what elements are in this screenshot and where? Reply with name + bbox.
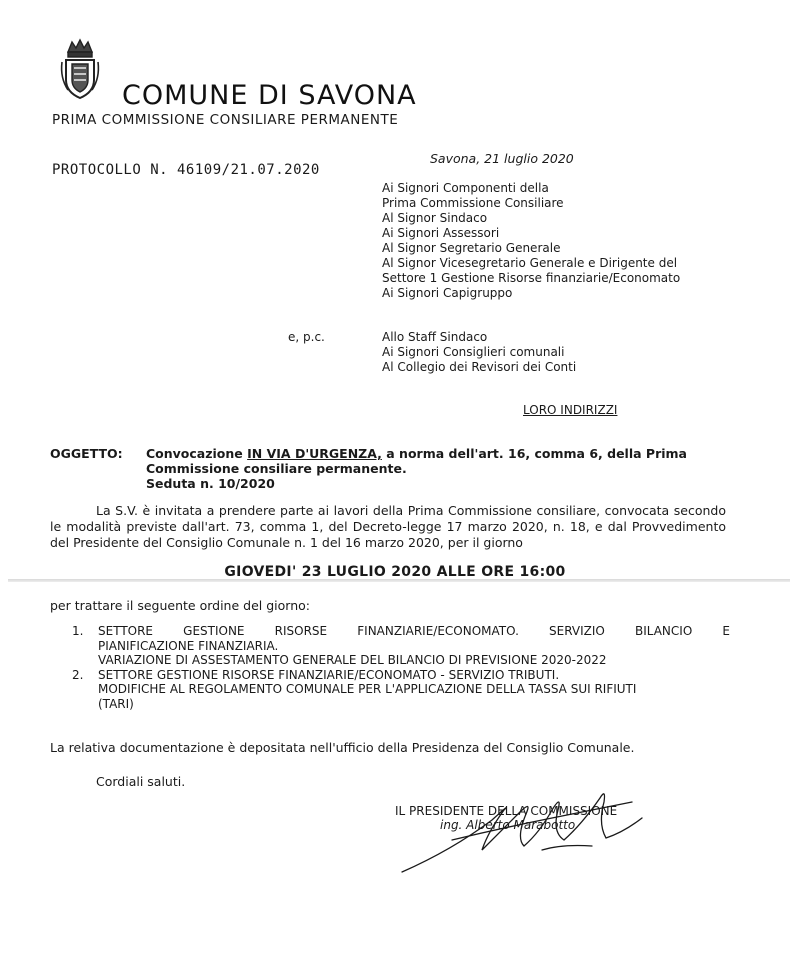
agenda-item — [50, 624, 730, 668]
recipient-line: Ai Signori Assessori — [382, 226, 500, 240]
subject-text — [146, 446, 726, 491]
loro-indirizzi: LORO INDIRIZZI — [523, 403, 618, 417]
subject-prefix: Convocazione — [146, 446, 248, 461]
protocol-number: PROTOCOLLO N. 46109/21.07.2020 — [52, 162, 320, 178]
closing-greeting: Cordiali saluti. — [96, 774, 186, 789]
recipients-list — [382, 181, 680, 301]
agenda-item-line: (TARI) — [98, 696, 134, 711]
subject-label: OGGETTO: — [50, 446, 123, 461]
cc-recipients-list — [382, 330, 576, 375]
agenda-item-line: SETTORE GESTIONE RISORSE FINANZIARIE/ECONOMATO. SERVIZIO BILANCIO E — [98, 624, 730, 638]
place-date: Savona, 21 luglio 2020 — [430, 151, 574, 166]
agenda-item-line: MODIFICHE AL REGOLAMENTO COMUNALE PER L'APPLICAZIONE DELLA TASSA SUI RIFIUTI — [98, 682, 637, 696]
handwritten-signature — [392, 780, 652, 880]
agenda-item-number: 2. — [72, 667, 84, 682]
agenda-item-line: SETTORE GESTIONE RISORSE FINANZIARIE/ECONOMATO - SERVIZIO TRIBUTI. — [98, 667, 560, 682]
agenda-item-number: 1. — [72, 624, 84, 638]
subject-suffix: a norma dell'art. 16, comma 6, della Prima Commissione consiliare permanente. — [146, 446, 687, 476]
recipient-line: Ai Signori Componenti della — [382, 181, 549, 195]
documentation-note: La relativa documentazione è depositata nell'ufficio della Presidenza del Consiglio Comunale. — [50, 740, 635, 755]
agenda-intro: per trattare il seguente ordine del giorno: — [50, 598, 310, 613]
recipient-line: Ai Signori Capigruppo — [382, 286, 513, 300]
invitation-paragraph: La S.V. è invitata a prendere parte ai lavori della Prima Commissione consiliare, convocata secondo le modalità previste dall'art. 73, comma 1, del Decreto-legge 17 marzo 2020, n. 18, e dal Provvedimento del Presidente del Consiglio Comunale n. 1 del 16 marzo 2020, per il giorno — [50, 503, 726, 550]
subject-urgent: IN VIA D'URGENZA, — [247, 446, 382, 461]
agenda-item-line: VARIAZIONE DI ASSESTAMENTO GENERALE DEL BILANCIO DI PREVISIONE 2020-2022 — [98, 653, 607, 667]
city-crest-icon — [58, 38, 102, 100]
agenda-item-line: PIANIFICAZIONE FINANZIARIA. — [98, 638, 279, 653]
cc-recipient-line: Ai Signori Consiglieri comunali — [382, 345, 565, 359]
recipient-line: Al Signor Segretario Generale — [382, 241, 561, 255]
cc-recipient-line: Allo Staff Sindaco — [382, 330, 488, 344]
subject-seduta: Seduta n. 10/2020 — [146, 476, 275, 491]
recipient-line: Al Signor Sindaco — [382, 211, 488, 225]
meeting-date-line: GIOVEDI' 23 LUGLIO 2020 ALLE ORE 16:00 — [224, 564, 566, 580]
cc-label: e, p.c. — [288, 330, 325, 344]
cc-recipient-line: Al Collegio dei Revisori dei Conti — [382, 360, 577, 374]
commission-subtitle: PRIMA COMMISSIONE CONSILIARE PERMANENTE — [52, 112, 399, 128]
recipient-line: Prima Commissione Consiliare — [382, 196, 564, 210]
signatory-title: IL PRESIDENTE DELLA COMMISSIONE — [395, 804, 618, 818]
recipient-line: Al Signor Vicesegretario Generale e Dirigente del — [382, 256, 678, 270]
recipient-line: Settore 1 Gestione Risorse finanziarie/Economato — [382, 271, 681, 285]
agenda-item — [50, 668, 730, 712]
agenda-list — [50, 624, 730, 711]
signatory-name: ing. Alberto Marabotto — [440, 818, 576, 832]
city-title: COMUNE DI SAVONA — [122, 80, 417, 111]
